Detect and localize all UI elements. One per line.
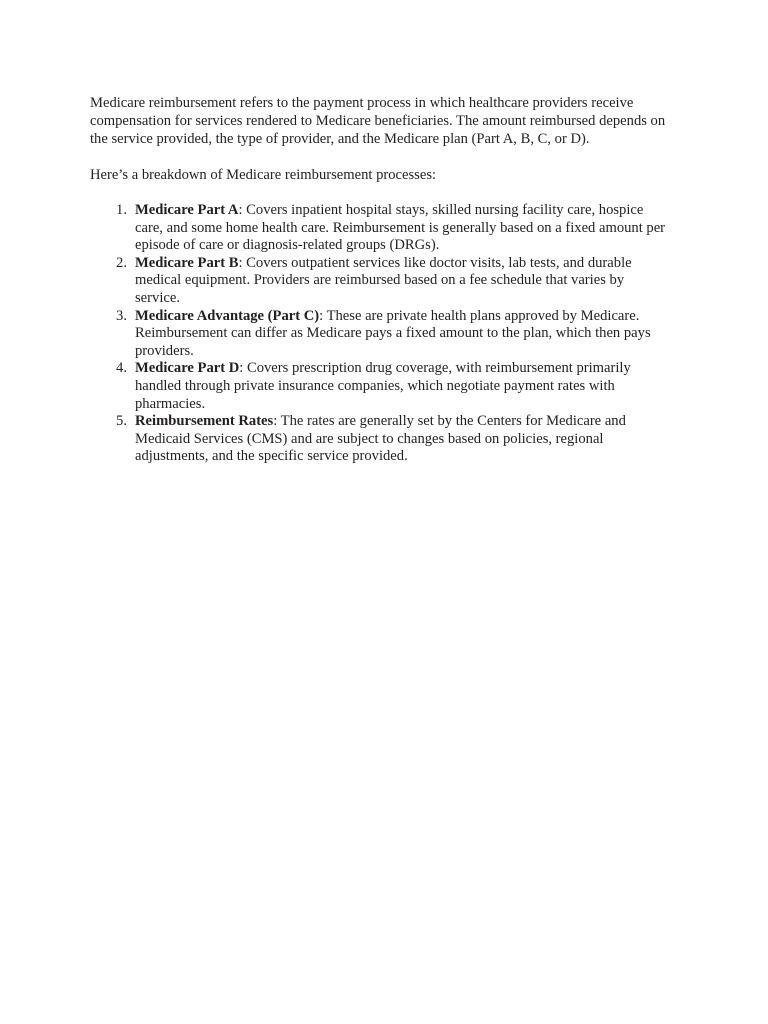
list-item-label: Medicare Part D [135,360,240,377]
lead-in-paragraph: Here’s a breakdown of Medicare reimbursement processes: [90,167,437,183]
list-item-label: Medicare Advantage (Part C) [135,307,320,324]
list-item [90,255,670,308]
medicare-parts-list [90,184,670,466]
list-item-body: : Covers inpatient hospital stays, skilled nursing facility care, hospice care, and some home health care. Reimbursement is generally based on a fixed amount per episode of care or diagnosis-related groups (DRGs). [135,202,666,254]
list-item-body: : Covers prescription drug coverage, with reimbursement primarily handled through private insurance companies, which negotiate payment rates with pharmacies. [135,360,631,412]
list-item [90,202,670,255]
list-item [90,413,670,466]
list-item-label: Medicare Part B [135,254,239,271]
list-item [90,360,670,413]
list-item-label: Medicare Part A [135,202,239,218]
list-item-body: : These are private health plans approved by Medicare. Reimbursement can differ as Medicare pays a fixed amount to the plan, which then pays providers. [135,307,651,359]
list-item [90,308,670,361]
list-item-label: Reimbursement Rates [135,413,274,430]
document-content [90,94,670,466]
list-item-body: : Covers outpatient services like doctor visits, lab tests, and durable medical equipment. Providers are reimbursed based on a fee schedule that varies by service. [135,254,632,306]
list-item-body: : The rates are generally set by the Centers for Medicare and Medicaid Services (CMS) and are subject to changes based on policies, regional adjustments, and the specific service provided. [135,413,626,465]
intro-paragraph: Medicare reimbursement refers to the payment process in which healthcare providers receive compensation for services rendered to Medicare beneficiaries. The amount reimbursed depends on the service provided, the type of provider, and the Medicare plan (Part A, B, C, or D). [90,95,666,147]
